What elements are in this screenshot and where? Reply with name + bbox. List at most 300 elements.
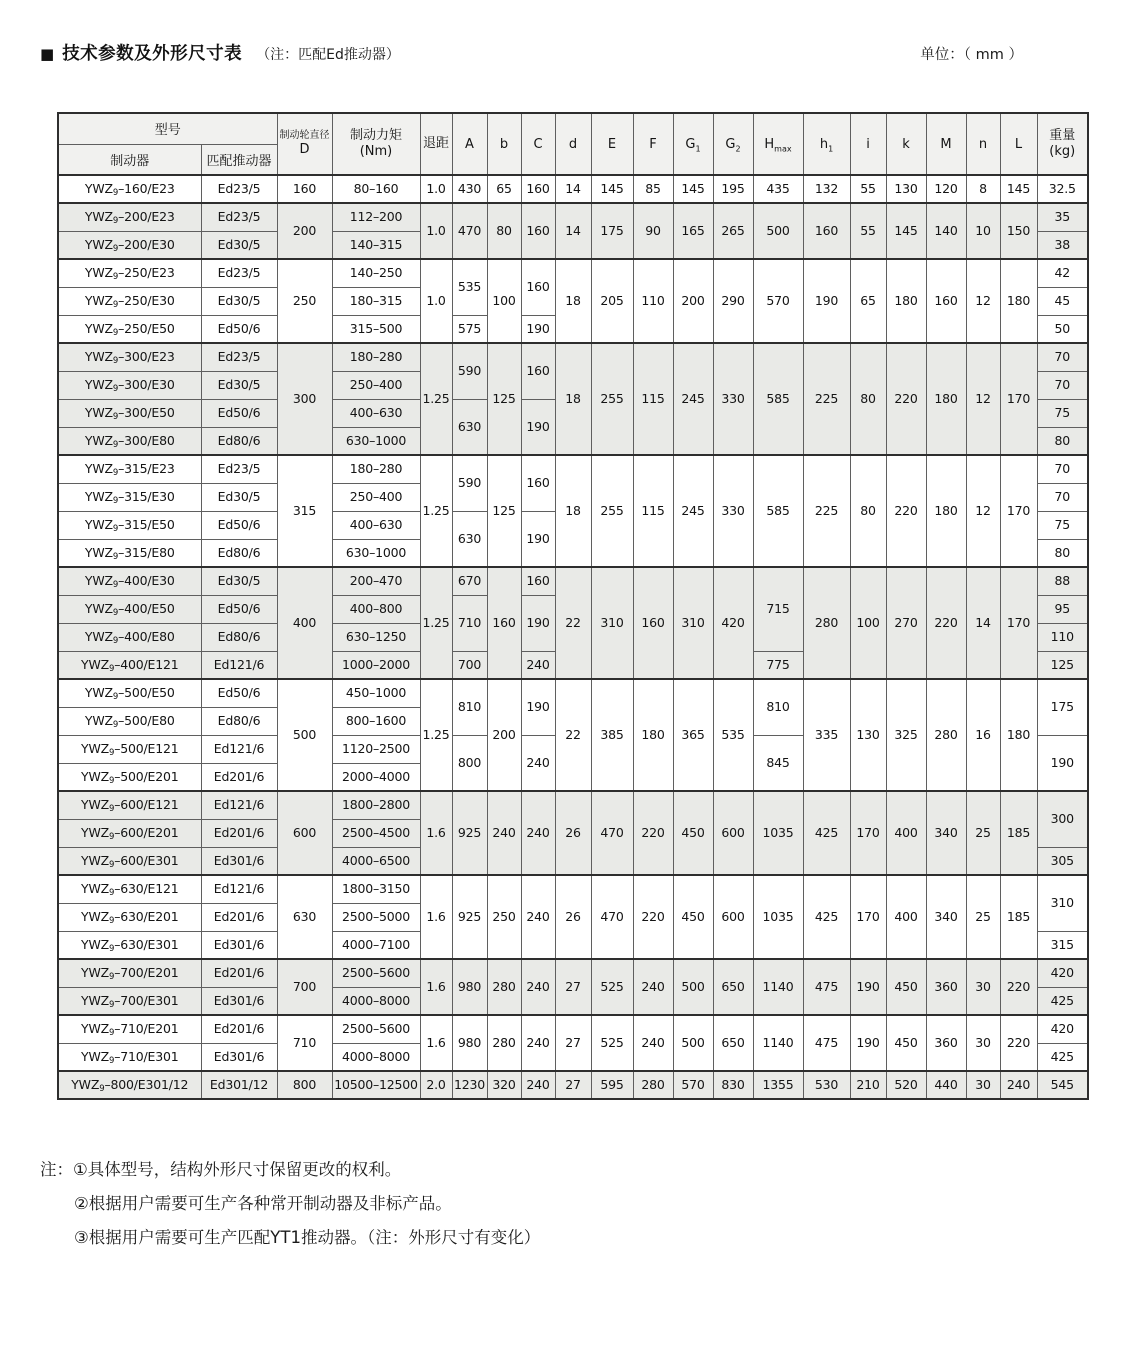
weight-kg-cell: 300 [1037,791,1088,847]
dim-M-cell: 140 [926,203,966,259]
weight-kg-cell: 45 [1037,287,1088,315]
dim-C-cell: 240 [521,1015,555,1071]
dim-G2-cell: 330 [713,455,753,567]
dim-F-cell: 280 [633,1071,673,1099]
brake-model-cell: $YWZ_9-400/E80$ [58,623,201,651]
dim-n-cell: 25 [966,875,1000,959]
retract-distance-cell: 1.6 [420,959,452,1015]
braking-torque-cell: 140–315 [332,231,420,259]
weight-kg-cell: 70 [1037,455,1088,483]
dim-b-cell: 200 [487,679,521,791]
dim-G1-cell: 200 [673,259,713,343]
dim-C-cell: 190 [521,315,555,343]
dim-n-cell: 30 [966,959,1000,1015]
dim-M-cell: 180 [926,455,966,567]
dim-G1-cell: 500 [673,959,713,1015]
matching-thruster-cell: Ed30/5 [201,231,277,259]
dim-G1-cell: 365 [673,679,713,791]
dim-L-cell: 145 [1000,175,1037,203]
brake-model-cell: $YWZ_9-300/E50$ [58,399,201,427]
braking-torque-cell: 180–315 [332,287,420,315]
braking-torque-cell: 400–630 [332,399,420,427]
footnote-line-1 [40,1153,540,1187]
dim-i-cell: 210 [850,1071,886,1099]
dim-d-cell: 22 [555,679,591,791]
dim-C-cell: 160 [521,567,555,595]
brake-wheel-diameter-cell: 300 [277,343,332,455]
dim-d-cell: 14 [555,175,591,203]
brake-model-cell: $YWZ_9-315/E23$ [58,455,201,483]
retract-distance-cell: 1.6 [420,1015,452,1071]
braking-torque-cell: 200–470 [332,567,420,595]
table-row [58,679,1088,707]
dim-A-cell: 980 [452,959,487,1015]
dim-b-cell: 125 [487,455,521,567]
brake-model-cell: $YWZ_9-710/E201$ [58,1015,201,1043]
dim-i-cell: 190 [850,959,886,1015]
table-row [58,175,1088,203]
dim-Hmax-cell: 1140 [753,1015,803,1071]
dim-C-cell: 190 [521,511,555,567]
dim-h1-cell: 335 [803,679,850,791]
dim-A-cell: 700 [452,651,487,679]
page-title-group [40,40,400,65]
weight-kg-cell: 70 [1037,343,1088,371]
braking-torque-cell: 2500–4500 [332,819,420,847]
dim-M-cell: 360 [926,959,966,1015]
dim-C-cell: 240 [521,791,555,875]
retract-distance-cell: 1.0 [420,259,452,343]
dim-d-cell: 26 [555,791,591,875]
footnote-line-3: ③根据用户需要可生产匹配YT1推动器。（注：外形尺寸有变化） [74,1228,541,1247]
dim-h1-cell: 160 [803,203,850,259]
dim-Hmax-cell: 1140 [753,959,803,1015]
braking-torque-cell: 250–400 [332,483,420,511]
brake-model-cell: $YWZ_9-500/E121$ [58,735,201,763]
dim-A-cell: 670 [452,567,487,595]
matching-thruster-cell: Ed23/5 [201,203,277,231]
dim-Hmax-cell: 1355 [753,1071,803,1099]
dim-i-cell: 170 [850,875,886,959]
braking-torque-cell: 4000–7100 [332,931,420,959]
dim-k-cell: 325 [886,679,926,791]
dim-E-cell: 525 [591,1015,633,1071]
dim-L-cell: 150 [1000,203,1037,259]
brake-wheel-diameter-cell: 500 [277,679,332,791]
braking-torque-cell: 140–250 [332,259,420,287]
matching-thruster-cell: Ed301/12 [201,1071,277,1099]
dim-k-cell: 520 [886,1071,926,1099]
dim-h1-cell: 225 [803,455,850,567]
dim-F-cell: 110 [633,259,673,343]
table-row [58,791,1088,819]
dim-b-cell: 160 [487,567,521,679]
dim-d-cell: 22 [555,567,591,679]
footnote-item: ①具体型号，结构外形尺寸保留更改的权利。 [73,1160,402,1179]
braking-torque-cell: 630–1000 [332,539,420,567]
weight-kg-cell: 425 [1037,1043,1088,1071]
brake-wheel-diameter-cell: 250 [277,259,332,343]
brake-model-cell: $YWZ_9-800/E301/12$ [58,1071,201,1099]
brake-wheel-diameter-cell: 200 [277,203,332,259]
dim-b-cell: 320 [487,1071,521,1099]
brake-model-cell: $YWZ_9-600/E201$ [58,819,201,847]
col-header-G2: $G_2$ [713,113,753,175]
dim-G2-cell: 330 [713,343,753,455]
brake-wheel-diameter-cell: 600 [277,791,332,875]
braking-torque-cell: 1800–3150 [332,875,420,903]
dim-C-cell: 190 [521,399,555,455]
matching-thruster-cell: Ed121/6 [201,651,277,679]
dim-M-cell: 360 [926,1015,966,1071]
dim-L-cell: 185 [1000,791,1037,875]
col-header-brake: 制动器 [58,144,201,175]
brake-model-cell: $YWZ_9-300/E80$ [58,427,201,455]
dim-L-cell: 170 [1000,343,1037,455]
brake-model-cell: $YWZ_9-400/E121$ [58,651,201,679]
col-header-n: n [966,113,1000,175]
dim-h1-cell: 280 [803,567,850,679]
brake-model-cell: $YWZ_9-630/E201$ [58,903,201,931]
brake-model-cell: $YWZ_9-600/E121$ [58,791,201,819]
dim-L-cell: 170 [1000,567,1037,679]
dim-d-cell: 27 [555,1071,591,1099]
col-header-A: A [452,113,487,175]
braking-torque-cell: 630–1250 [332,623,420,651]
dim-d-cell: 18 [555,259,591,343]
dim-i-cell: 80 [850,455,886,567]
dim-G2-cell: 600 [713,875,753,959]
braking-torque-cell: 2500–5000 [332,903,420,931]
braking-torque-cell: 800–1600 [332,707,420,735]
matching-thruster-cell: Ed80/6 [201,623,277,651]
dim-G1-cell: 500 [673,1015,713,1071]
dim-h1-cell: 132 [803,175,850,203]
dim-C-cell: 160 [521,343,555,399]
matching-thruster-cell: Ed23/5 [201,455,277,483]
dim-k-cell: 270 [886,567,926,679]
col-header-wheel-diameter: 制动轮直径 D [277,113,332,175]
dim-i-cell: 190 [850,1015,886,1071]
weight-kg-cell: 190 [1037,735,1088,791]
matching-thruster-cell: Ed50/6 [201,399,277,427]
matching-thruster-cell: Ed301/6 [201,847,277,875]
dim-n-cell: 12 [966,343,1000,455]
dim-n-cell: 8 [966,175,1000,203]
dim-n-cell: 30 [966,1015,1000,1071]
dim-G1-cell: 145 [673,175,713,203]
braking-torque-cell: 250–400 [332,371,420,399]
dim-i-cell: 65 [850,259,886,343]
table-row [58,203,1088,231]
dim-E-cell: 145 [591,175,633,203]
dim-A-cell: 800 [452,735,487,791]
dim-k-cell: 220 [886,455,926,567]
brake-model-cell: $YWZ_9-710/E301$ [58,1043,201,1071]
footnotes [40,1153,540,1255]
col-header-E: E [591,113,633,175]
dim-E-cell: 470 [591,875,633,959]
braking-torque-cell: 400–800 [332,595,420,623]
dim-L-cell: 220 [1000,959,1037,1015]
dim-C-cell: 160 [521,259,555,315]
dim-G2-cell: 420 [713,567,753,679]
weight-kg-cell: 42 [1037,259,1088,287]
matching-thruster-cell: Ed80/6 [201,707,277,735]
dim-C-cell: 240 [521,735,555,791]
dim-Hmax-cell: 810 [753,679,803,735]
dim-k-cell: 130 [886,175,926,203]
braking-torque-cell: 2500–5600 [332,1015,420,1043]
braking-torque-cell: 1000–2000 [332,651,420,679]
dim-Hmax-cell: 845 [753,735,803,791]
spec-table [57,112,1089,1100]
matching-thruster-cell: Ed201/6 [201,903,277,931]
dim-d-cell: 27 [555,959,591,1015]
matching-thruster-cell: Ed301/6 [201,987,277,1015]
braking-torque-cell: 180–280 [332,343,420,371]
dim-G2-cell: 600 [713,791,753,875]
dim-A-cell: 590 [452,455,487,511]
braking-torque-cell: 2000–4000 [332,763,420,791]
dim-E-cell: 525 [591,959,633,1015]
table-row [58,959,1088,987]
dim-M-cell: 160 [926,259,966,343]
dim-C-cell: 240 [521,651,555,679]
col-header-C: C [521,113,555,175]
weight-kg-cell: 420 [1037,959,1088,987]
dim-i-cell: 80 [850,343,886,455]
col-header-G1: $G_1$ [673,113,713,175]
dim-G1-cell: 570 [673,1071,713,1099]
brake-wheel-diameter-cell: 630 [277,875,332,959]
matching-thruster-cell: Ed201/6 [201,959,277,987]
dim-n-cell: 10 [966,203,1000,259]
dim-Hmax-cell: 1035 [753,791,803,875]
weight-kg-cell: 75 [1037,399,1088,427]
dim-i-cell: 55 [850,203,886,259]
matching-thruster-cell: Ed30/5 [201,287,277,315]
table-row [58,343,1088,371]
table-row [58,1071,1088,1099]
weight-kg-cell: 80 [1037,427,1088,455]
dim-M-cell: 120 [926,175,966,203]
title-note: （注：匹配Ed推动器） [256,47,400,63]
dim-b-cell: 250 [487,875,521,959]
braking-torque-cell: 10500–12500 [332,1071,420,1099]
col-header-d: d [555,113,591,175]
dim-h1-cell: 190 [803,259,850,343]
brake-model-cell: $YWZ_9-630/E121$ [58,875,201,903]
brake-model-cell: $YWZ_9-200/E30$ [58,231,201,259]
matching-thruster-cell: Ed121/6 [201,735,277,763]
dim-A-cell: 470 [452,203,487,259]
weight-kg-cell: 32.5 [1037,175,1088,203]
dim-Hmax-cell: 1035 [753,875,803,959]
weight-kg-cell: 315 [1037,931,1088,959]
retract-distance-cell: 1.25 [420,343,452,455]
dim-E-cell: 255 [591,343,633,455]
dim-F-cell: 240 [633,959,673,1015]
brake-wheel-diameter-cell: 800 [277,1071,332,1099]
table-row [58,567,1088,595]
dim-M-cell: 440 [926,1071,966,1099]
dim-G2-cell: 830 [713,1071,753,1099]
brake-model-cell: $YWZ_9-250/E23$ [58,259,201,287]
matching-thruster-cell: Ed23/5 [201,259,277,287]
dim-Hmax-cell: 585 [753,343,803,455]
dim-L-cell: 220 [1000,1015,1037,1071]
unit-label: 单位：（ mm ） [920,47,1023,63]
dim-b-cell: 280 [487,959,521,1015]
dim-k-cell: 145 [886,203,926,259]
dim-A-cell: 630 [452,511,487,567]
matching-thruster-cell: Ed201/6 [201,763,277,791]
weight-kg-cell: 35 [1037,203,1088,231]
dim-n-cell: 12 [966,455,1000,567]
dim-M-cell: 340 [926,875,966,959]
brake-wheel-diameter-cell: 710 [277,1015,332,1071]
dim-F-cell: 180 [633,679,673,791]
dim-k-cell: 220 [886,343,926,455]
table-row [58,875,1088,903]
dim-b-cell: 240 [487,791,521,875]
matching-thruster-cell: Ed301/6 [201,1043,277,1071]
dim-C-cell: 240 [521,959,555,1015]
dim-L-cell: 180 [1000,259,1037,343]
brake-model-cell: $YWZ_9-300/E30$ [58,371,201,399]
braking-torque-cell: 2500–5600 [332,959,420,987]
dim-d-cell: 27 [555,1015,591,1071]
retract-distance-cell: 1.25 [420,567,452,679]
dim-G1-cell: 245 [673,455,713,567]
dim-n-cell: 25 [966,791,1000,875]
dim-h1-cell: 425 [803,875,850,959]
brake-model-cell: $YWZ_9-500/E50$ [58,679,201,707]
col-header-retract: 退距 [420,113,452,175]
matching-thruster-cell: Ed121/6 [201,875,277,903]
matching-thruster-cell: Ed121/6 [201,791,277,819]
col-header-model: 型号 [58,113,277,144]
braking-torque-cell: 630–1000 [332,427,420,455]
dim-F-cell: 240 [633,1015,673,1071]
matching-thruster-cell: Ed23/5 [201,175,277,203]
brake-model-cell: $YWZ_9-630/E301$ [58,931,201,959]
matching-thruster-cell: Ed50/6 [201,595,277,623]
dim-L-cell: 180 [1000,679,1037,791]
braking-torque-cell: 4000–8000 [332,1043,420,1071]
dim-A-cell: 925 [452,791,487,875]
dim-G2-cell: 650 [713,959,753,1015]
dim-b-cell: 80 [487,203,521,259]
dim-G1-cell: 245 [673,343,713,455]
brake-model-cell: $YWZ_9-700/E201$ [58,959,201,987]
dim-Hmax-cell: 500 [753,203,803,259]
weight-kg-cell: 50 [1037,315,1088,343]
matching-thruster-cell: Ed80/6 [201,539,277,567]
dim-L-cell: 240 [1000,1071,1037,1099]
weight-kg-cell: 175 [1037,679,1088,735]
dim-h1-cell: 475 [803,1015,850,1071]
dim-M-cell: 220 [926,567,966,679]
dim-G1-cell: 450 [673,791,713,875]
dim-G1-cell: 165 [673,203,713,259]
dim-C-cell: 160 [521,175,555,203]
dim-Hmax-cell: 435 [753,175,803,203]
dim-G1-cell: 450 [673,875,713,959]
footnote-prefix: 注： [40,1160,73,1179]
dim-i-cell: 55 [850,175,886,203]
braking-torque-cell: 180–280 [332,455,420,483]
dim-E-cell: 470 [591,791,633,875]
matching-thruster-cell: Ed301/6 [201,931,277,959]
dim-F-cell: 115 [633,455,673,567]
col-header-M: M [926,113,966,175]
dim-Hmax-cell: 775 [753,651,803,679]
brake-model-cell: $YWZ_9-315/E30$ [58,483,201,511]
dim-b-cell: 125 [487,343,521,455]
col-header-b: b [487,113,521,175]
brake-model-cell: $YWZ_9-400/E30$ [58,567,201,595]
dim-i-cell: 170 [850,791,886,875]
brake-model-cell: $YWZ_9-315/E50$ [58,511,201,539]
brake-model-cell: $YWZ_9-700/E301$ [58,987,201,1015]
dim-i-cell: 100 [850,567,886,679]
table-row [58,1015,1088,1043]
col-header-Hmax: $H_{max}$ [753,113,803,175]
braking-torque-cell: 1800–2800 [332,791,420,819]
weight-kg-cell: 420 [1037,1015,1088,1043]
weight-kg-cell: 305 [1037,847,1088,875]
dim-Hmax-cell: 585 [753,455,803,567]
footnote-line-2: ②根据用户需要可生产各种常开制动器及非标产品。 [74,1194,452,1213]
dim-b-cell: 100 [487,259,521,343]
dim-A-cell: 980 [452,1015,487,1071]
braking-torque-cell: 112–200 [332,203,420,231]
matching-thruster-cell: Ed201/6 [201,1015,277,1043]
retract-distance-cell: 1.6 [420,791,452,875]
dim-n-cell: 14 [966,567,1000,679]
weight-kg-cell: 75 [1037,511,1088,539]
braking-torque-cell: 1120–2500 [332,735,420,763]
dim-G2-cell: 650 [713,1015,753,1071]
dim-k-cell: 180 [886,259,926,343]
matching-thruster-cell: Ed50/6 [201,511,277,539]
brake-wheel-diameter-cell: 315 [277,455,332,567]
dim-M-cell: 180 [926,343,966,455]
brake-model-cell: $YWZ_9-250/E30$ [58,287,201,315]
col-header-h1: $h_1$ [803,113,850,175]
retract-distance-cell: 1.6 [420,875,452,959]
dim-A-cell: 590 [452,343,487,399]
dim-h1-cell: 425 [803,791,850,875]
dim-E-cell: 175 [591,203,633,259]
brake-model-cell: $YWZ_9-300/E23$ [58,343,201,371]
dim-E-cell: 385 [591,679,633,791]
dim-F-cell: 115 [633,343,673,455]
weight-kg-cell: 70 [1037,483,1088,511]
dim-G2-cell: 290 [713,259,753,343]
dim-F-cell: 220 [633,791,673,875]
brake-model-cell: $YWZ_9-250/E50$ [58,315,201,343]
matching-thruster-cell: Ed80/6 [201,427,277,455]
dim-F-cell: 90 [633,203,673,259]
weight-kg-cell: 70 [1037,371,1088,399]
matching-thruster-cell: Ed30/5 [201,371,277,399]
weight-kg-cell: 38 [1037,231,1088,259]
dim-E-cell: 595 [591,1071,633,1099]
weight-kg-cell: 80 [1037,539,1088,567]
